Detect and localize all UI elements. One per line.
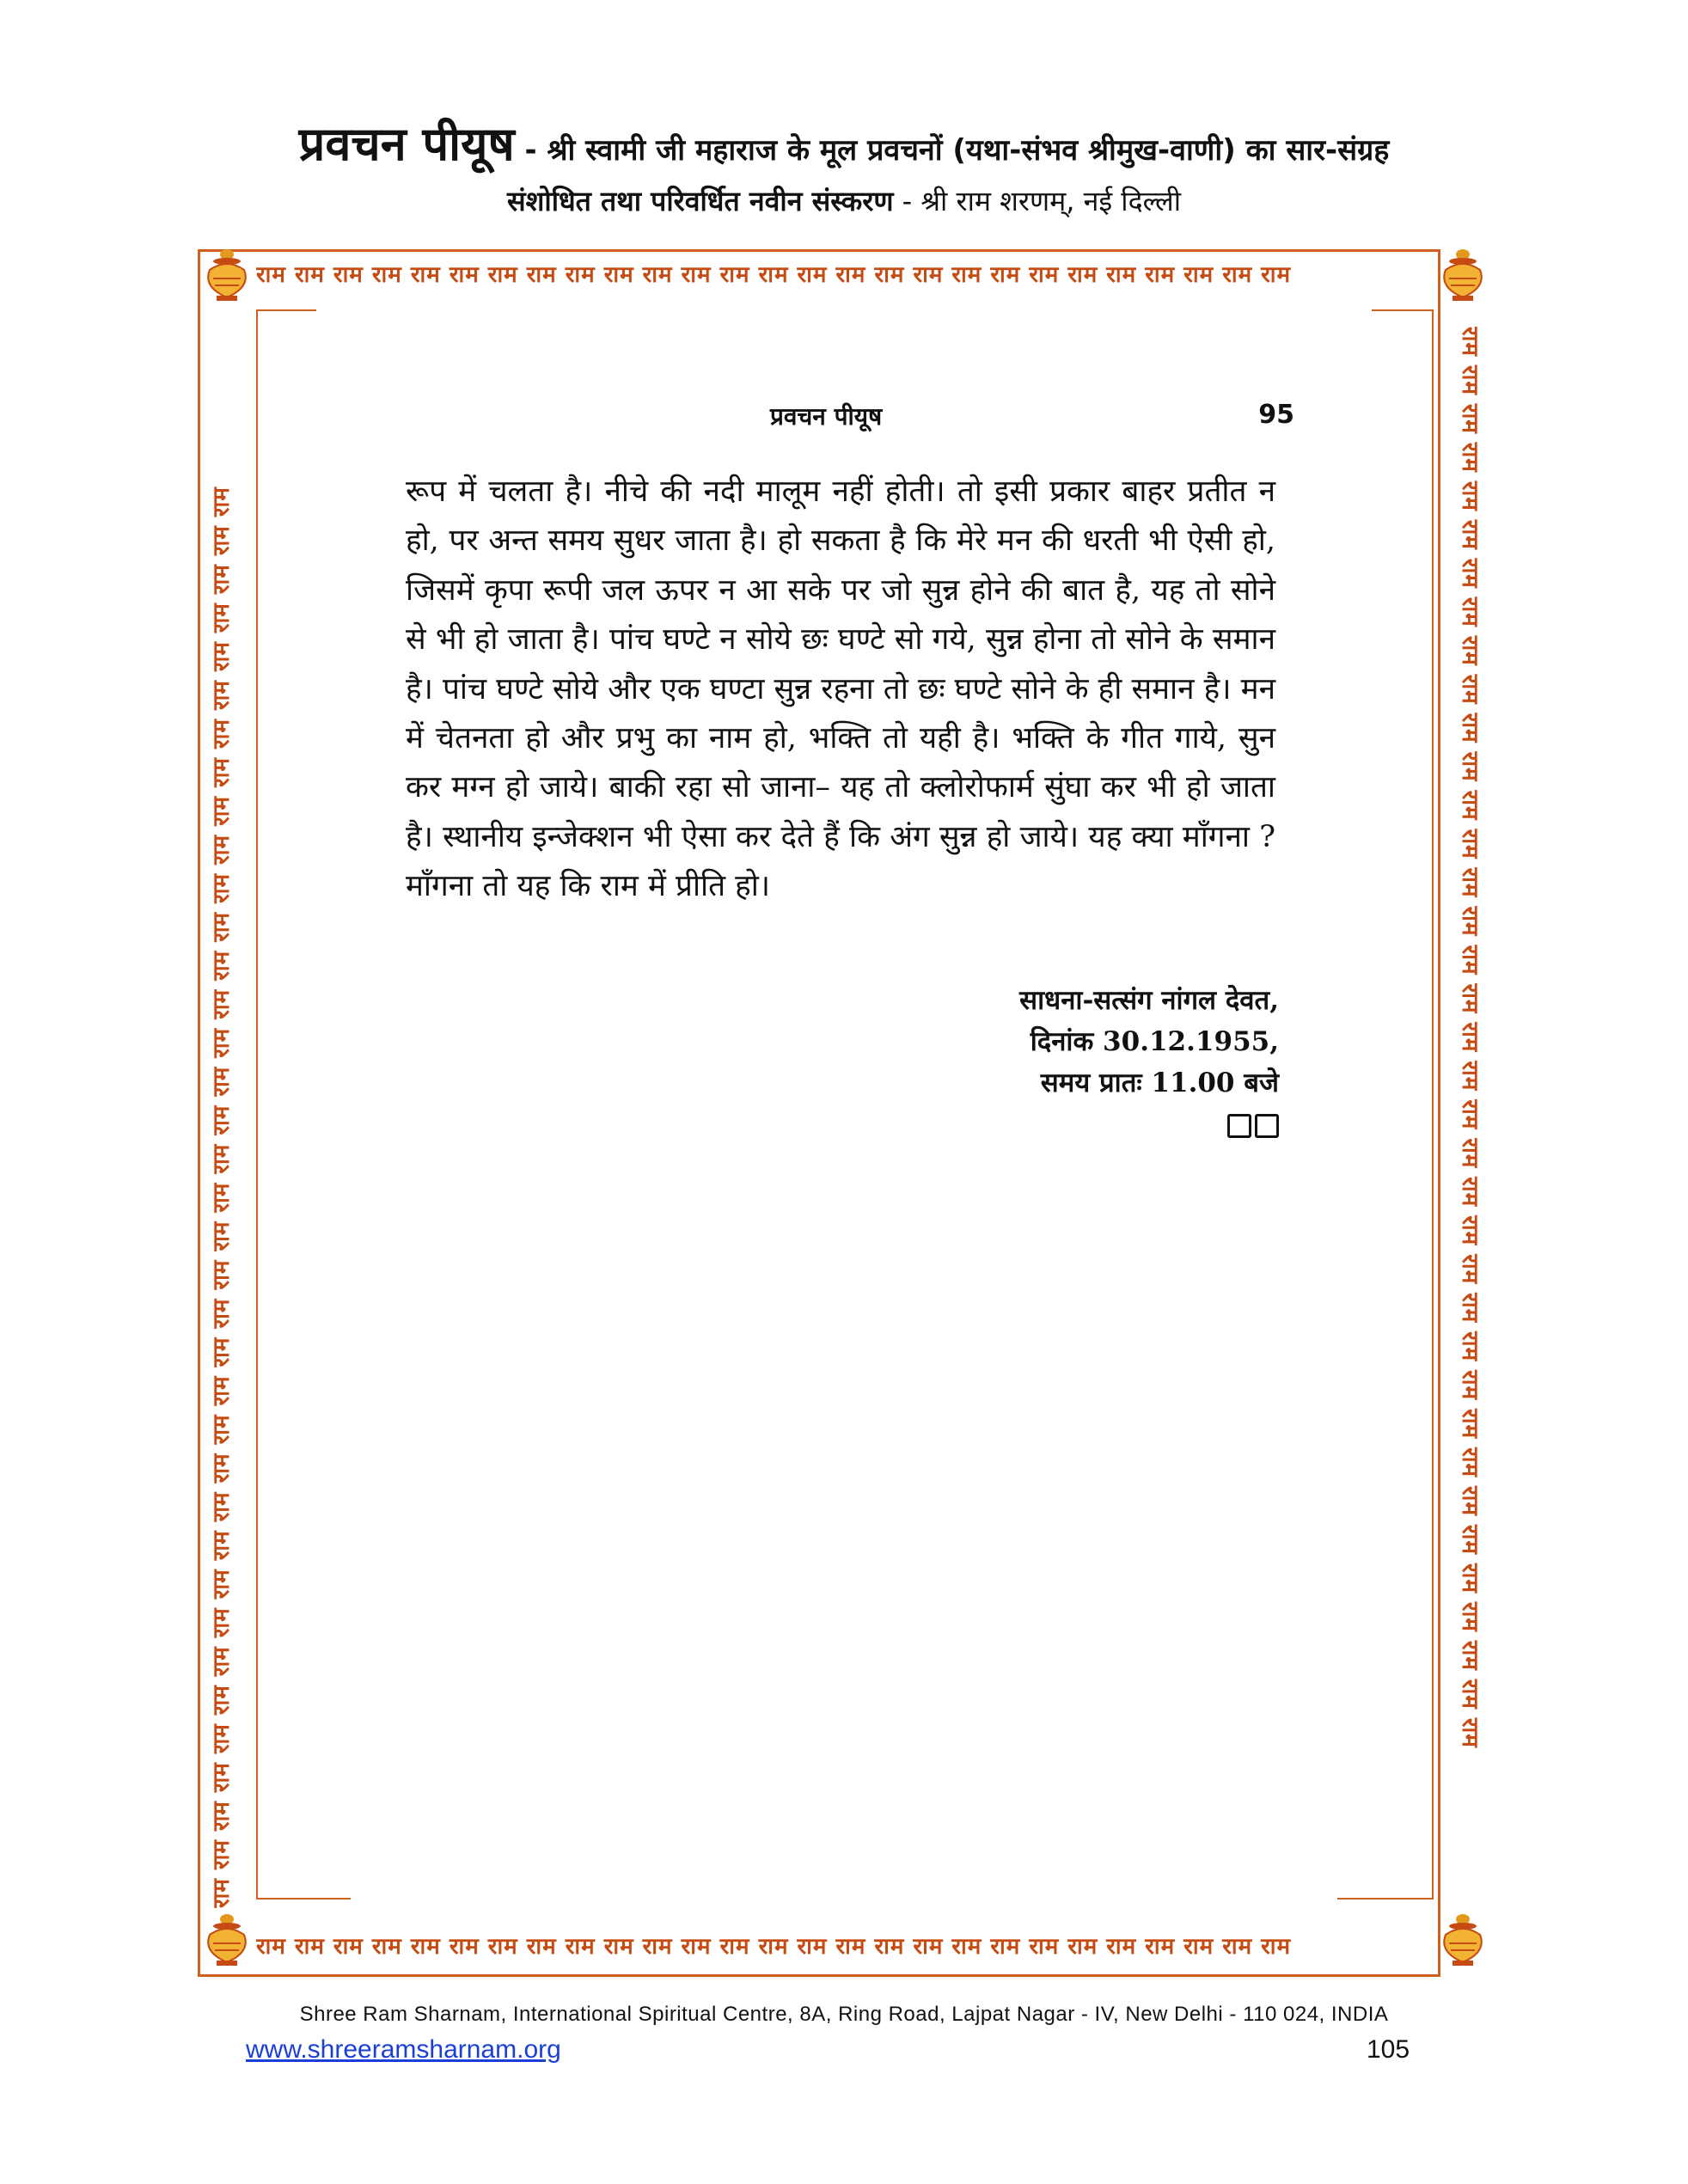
publisher-label: - श्री राम शरणम्, नई दिल्ली (893, 185, 1181, 217)
edition-label: संशोधित तथा परिवर्धित नवीन संस्करण (507, 185, 894, 217)
kalash-pot-icon (1439, 1912, 1487, 1967)
discourse-text (406, 468, 1275, 912)
signature-date: दिनांक 30.12.1955, (1030, 1026, 1279, 1057)
signature-time: समय प्रातः 11.00 बजे (1040, 1068, 1279, 1098)
inner-border-bottom-left (256, 1898, 351, 1900)
book-title: प्रवचन पीयूष (298, 117, 515, 171)
discourse-paragraph: रूप में चलता है। नीचे की नदी मालूम नहीं होती। तो इसी प्रकार बाहर प्रतीत न हो, पर अन्त समय सुधर जाता है। हो सकता है कि मेरे मन की धरती भी ऐसी हो, जिसमें कृपा रूपी जल ऊपर न आ सके पर जो सुन्न होने की बात है, यह तो सोने से भी हो जाता है। पांच घण्टे न सोये छः घण्टे सो गये, सुन्न होना तो सोने के समान है। पांच घण्टे सोये और एक घण्टा सुन्न रहना तो छः घण्टे सोने के ही समान है। मन में चेतनता हो और प्रभु का नाम हो, भक्ति तो यही है। भक्ति के गीत गाये, सुन कर मग्न हो जाये। बाकी रहा सो जाना– यह तो क्लोरोफार्म सुंघा कर भी हो जाता है। स्थानीय इन्जेक्शन भी ऐसा कर देते हैं कि अंग सुन्न हो जाये। यह क्या माँगना ? माँगना तो यह कि राम में प्रीति हो। (406, 474, 1275, 904)
running-title: प्रवचन पीयूष (770, 402, 883, 431)
page-header-edition (0, 182, 1688, 219)
page-header-title (0, 110, 1688, 174)
scanned-page-header (392, 400, 1294, 443)
page-number: 105 (1367, 2035, 1410, 2064)
inner-border-right (1432, 309, 1434, 1900)
inner-border-bottom-right (1337, 1898, 1432, 1900)
end-mark-icon (1224, 1114, 1279, 1141)
kalash-pot-icon (203, 1912, 251, 1967)
kalash-pot-icon (1439, 248, 1487, 303)
kalash-pot-icon (203, 248, 251, 303)
signature-place: साधना-सत्संग नांगल देवत, (1019, 985, 1279, 1016)
inner-border-left (256, 309, 258, 1900)
inner-border-top-right (1372, 309, 1432, 311)
border-ram-bottom: राम राम राम राम राम राम राम राम राम राम राम राम राम राम राम राम राम राम राम राम राम राम राम राम राम राम राम (256, 1934, 1292, 1960)
book-subtitle: - श्री स्वामी जी महाराज के मूल प्रवचनों (यथा-संभव श्रीमुख-वाणी) का सार-संग्रह (514, 133, 1390, 168)
website-link[interactable]: www.shreeramsharnam.org (246, 2035, 561, 2064)
border-ram-top: राम राम राम राम राम राम राम राम राम राम राम राम राम राम राम राम राम राम राम राम राम राम राम राम राम राम राम (256, 262, 1292, 288)
discourse-signature (1019, 980, 1279, 1104)
footer-address: Shree Ram Sharnam, International Spiritual Centre, 8A, Ring Road, Lajpat Nagar - IV, New Delhi - 110 024, INDIA (299, 2003, 1389, 2026)
border-ram-left: राम राम राम राम राम राम राम राम राम राम राम राम राम राम राम राम राम राम राम राम राम राम राम राम राम राम राम राम राम राम राम राम राम राम राम राम राम (209, 486, 235, 1908)
border-ram-right: राम राम राम राम राम राम राम राम राम राम राम राम राम राम राम राम राम राम राम राम राम राम राम राम राम राम राम राम राम राम राम राम राम राम राम राम राम (1457, 327, 1483, 1748)
book-page-number: 95 (1258, 400, 1294, 430)
inner-border-top-left (256, 309, 316, 311)
